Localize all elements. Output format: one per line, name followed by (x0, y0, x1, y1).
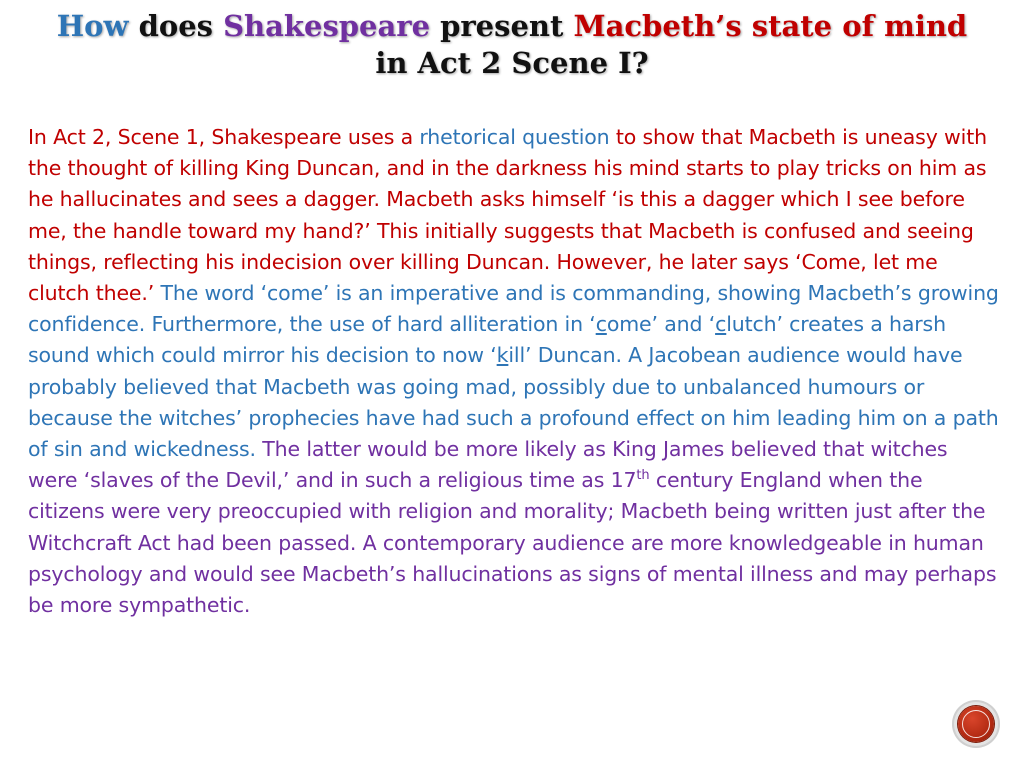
title-line-two: in Act 2 Scene I? (375, 46, 649, 80)
underlined-c-2: c (715, 312, 727, 337)
red-circle-icon (958, 706, 994, 742)
slide-badge-icon (952, 700, 1000, 748)
paragraph-technique-highlight: rhetorical question (419, 125, 610, 149)
paragraph-blue-a: The word ‘come’ is an imperative and is commanding, showing Macbeth’s growing confidence. Furthermore, the use of hard alliteration in ‘ (28, 281, 999, 337)
paragraph-purple-b: century England when the citizens were very preoccupied with religion and morality; Macbeth being written just after the Witchcraft Act had been passed. A contemporary audience are more knowledgeable in human psychology and would see Macbeth’s hallucinations as signs of mental illness and may perhaps be more sympathetic. (28, 468, 997, 618)
paragraph-purple-a: The latter would be more likely as King James believed that witches were ‘slaves of the Devil,’ and in such a religious time as 17 (28, 437, 948, 493)
slide-title (20, 8, 1004, 82)
paragraph-segment-purple (28, 437, 996, 617)
title-word-does: does (128, 9, 224, 43)
underlined-k: k (496, 343, 509, 368)
paragraph-segment-red-main: to show that Macbeth is uneasy with the thought of killing King Duncan, and in the darkness his mind starts to play tricks on him as he hallucinates and sees a dagger. Macbeth asks himself ‘is this a dagger which I see before me, the handle toward my hand?’ This initially suggests that Macbeth is confused and seeing things, reflecting his indecision over killing Duncan. However, he later says ‘Come, let me clutch thee.’ (28, 125, 987, 306)
ring-icon (962, 710, 990, 738)
title-phrase-state-of-mind: Macbeth’s state of mind (573, 9, 968, 43)
title-word-shakespeare: Shakespeare (223, 9, 431, 43)
analysis-paragraph (28, 122, 1000, 621)
paragraph-blue-b: ome’ and ‘ (606, 312, 716, 337)
superscript-th: th (636, 468, 650, 484)
paragraph-blue-c: lutch’ creates a harsh sound which could mirror his decision to now ‘ (28, 312, 946, 368)
title-word-how: How (56, 9, 129, 43)
title-word-present: present (430, 9, 574, 43)
paragraph-blue-d: ill’ Duncan. A Jacobean audience would have probably believed that Macbeth was going mad, possibly due to unbalanced humours or because the witches’ prophecies have had such a profound effect on him leading him on a path of sin and wickedness. (28, 343, 999, 462)
paragraph-segment-red-intro: In Act 2, Scene 1, Shakespeare uses a (28, 125, 420, 149)
underlined-c-1: c (595, 312, 607, 337)
paragraph-segment-blue (28, 281, 999, 461)
